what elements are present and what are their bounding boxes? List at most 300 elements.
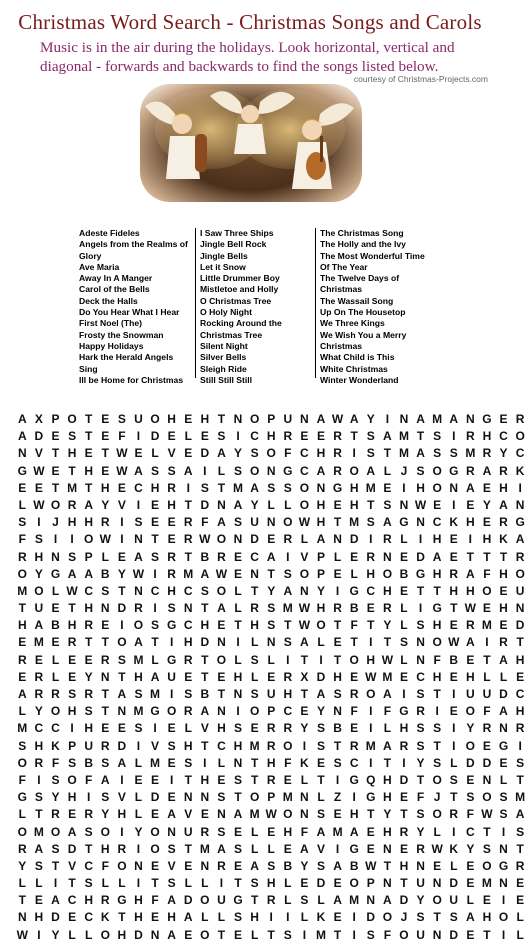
grid-letter[interactable]: R xyxy=(349,738,359,753)
grid-letter[interactable]: E xyxy=(333,566,342,581)
grid-letter[interactable]: N xyxy=(300,583,309,598)
grid-letter[interactable]: E xyxy=(366,601,375,616)
grid-letter[interactable]: I xyxy=(369,532,373,547)
grid-letter[interactable]: N xyxy=(233,755,243,770)
grid-letter[interactable]: S xyxy=(333,755,342,770)
grid-letter[interactable]: U xyxy=(134,412,143,426)
grid-letter[interactable]: E xyxy=(101,618,110,633)
grid-letter[interactable]: S xyxy=(449,446,458,461)
grid-letter[interactable]: R xyxy=(515,858,525,873)
grid-letter[interactable]: G xyxy=(399,704,409,719)
grid-letter[interactable]: S xyxy=(383,497,392,512)
grid-letter[interactable]: L xyxy=(350,566,358,581)
grid-letter[interactable]: S xyxy=(433,429,442,444)
grid-letter[interactable]: S xyxy=(416,910,425,925)
grid-letter[interactable]: Y xyxy=(101,807,110,822)
grid-letter[interactable]: I xyxy=(369,635,373,650)
grid-letter[interactable]: L xyxy=(234,601,242,616)
grid-letter[interactable]: E xyxy=(399,549,408,564)
grid-letter[interactable]: S xyxy=(516,824,525,839)
grid-letter[interactable]: I xyxy=(452,738,456,753)
grid-letter[interactable]: L xyxy=(68,927,76,942)
grid-letter[interactable]: E xyxy=(184,858,193,873)
grid-letter[interactable]: F xyxy=(51,755,60,770)
grid-letter[interactable]: A xyxy=(383,515,392,530)
grid-letter[interactable]: C xyxy=(51,721,60,736)
grid-letter[interactable]: E xyxy=(333,635,342,650)
grid-letter[interactable]: G xyxy=(17,790,27,805)
grid-letter[interactable]: A xyxy=(499,652,508,667)
grid-letter[interactable]: R xyxy=(51,807,60,822)
grid-letter[interactable]: E xyxy=(234,549,243,564)
grid-letter[interactable]: C xyxy=(349,755,359,770)
grid-letter[interactable]: D xyxy=(150,429,160,444)
grid-letter[interactable]: O xyxy=(366,687,376,701)
grid-letter[interactable]: N xyxy=(233,532,243,547)
grid-letter[interactable]: E xyxy=(482,515,491,530)
grid-letter[interactable]: Q xyxy=(366,772,376,787)
grid-letter[interactable]: A xyxy=(17,429,27,444)
grid-letter[interactable]: H xyxy=(266,876,276,891)
grid-letter[interactable]: I xyxy=(203,463,207,478)
grid-letter[interactable]: O xyxy=(432,463,442,478)
grid-letter[interactable]: L xyxy=(250,669,259,684)
grid-letter[interactable]: X xyxy=(34,412,43,426)
grid-letter[interactable]: N xyxy=(183,601,193,616)
grid-letter[interactable]: H xyxy=(515,652,525,667)
grid-letter[interactable]: S xyxy=(234,515,243,530)
grid-letter[interactable]: S xyxy=(283,927,292,942)
grid-letter[interactable]: H xyxy=(465,515,475,530)
grid-letter[interactable]: O xyxy=(166,704,177,719)
grid-letter[interactable]: A xyxy=(167,807,176,822)
grid-letter[interactable]: F xyxy=(201,515,209,530)
grid-letter[interactable]: S xyxy=(449,772,458,787)
grid-letter[interactable]: E xyxy=(151,910,160,925)
grid-letter[interactable]: A xyxy=(200,566,210,581)
grid-letter[interactable]: S xyxy=(151,549,160,564)
grid-letter[interactable]: S xyxy=(167,876,176,891)
grid-letter[interactable]: T xyxy=(333,738,342,753)
grid-letter[interactable]: H xyxy=(515,704,525,719)
grid-letter[interactable]: G xyxy=(498,738,509,753)
grid-letter[interactable]: H xyxy=(200,412,210,426)
grid-letter[interactable]: T xyxy=(184,772,192,787)
grid-letter[interactable]: Y xyxy=(34,566,43,581)
grid-letter[interactable]: O xyxy=(465,704,475,719)
grid-letter[interactable]: L xyxy=(134,755,143,770)
grid-letter[interactable]: H xyxy=(100,480,110,495)
grid-letter[interactable]: U xyxy=(449,893,459,908)
grid-letter[interactable]: L xyxy=(18,807,26,822)
grid-letter[interactable]: M xyxy=(432,412,443,426)
grid-letter[interactable]: N xyxy=(449,480,459,495)
grid-letter[interactable]: L xyxy=(151,446,159,461)
grid-letter[interactable]: H xyxy=(366,566,376,581)
grid-letter[interactable]: C xyxy=(84,858,93,873)
grid-letter[interactable]: S xyxy=(167,601,176,616)
grid-letter[interactable]: W xyxy=(116,446,128,461)
grid-letter[interactable]: A xyxy=(51,893,60,908)
grid-letter[interactable]: N xyxy=(465,412,475,426)
grid-letter[interactable]: L xyxy=(267,841,275,856)
grid-letter[interactable]: E xyxy=(101,429,110,444)
grid-letter[interactable]: A xyxy=(515,532,525,547)
grid-letter[interactable]: L xyxy=(284,876,292,891)
grid-letter[interactable]: M xyxy=(481,876,492,891)
grid-letter[interactable]: M xyxy=(133,652,144,667)
grid-letter[interactable]: A xyxy=(67,566,77,581)
grid-letter[interactable]: N xyxy=(266,515,276,530)
grid-letter[interactable]: P xyxy=(316,549,325,564)
grid-letter[interactable]: M xyxy=(17,583,28,598)
grid-letter[interactable]: R xyxy=(117,841,127,856)
grid-letter[interactable]: I xyxy=(501,893,506,908)
grid-letter[interactable]: F xyxy=(350,704,358,719)
grid-letter[interactable]: L xyxy=(284,497,292,512)
grid-letter[interactable]: K xyxy=(499,532,508,547)
grid-letter[interactable]: M xyxy=(481,618,492,633)
grid-letter[interactable]: G xyxy=(366,790,376,805)
grid-letter[interactable]: H xyxy=(499,480,508,495)
grid-letter[interactable]: I xyxy=(452,497,456,512)
grid-letter[interactable]: I xyxy=(518,738,522,753)
grid-letter[interactable]: E xyxy=(399,583,408,598)
grid-letter[interactable]: T xyxy=(367,807,375,822)
grid-letter[interactable]: O xyxy=(216,532,227,547)
grid-letter[interactable]: A xyxy=(300,635,309,650)
grid-letter[interactable]: T xyxy=(201,652,209,667)
grid-letter[interactable]: R xyxy=(515,721,525,736)
grid-letter[interactable]: P xyxy=(68,738,77,753)
grid-letter[interactable]: G xyxy=(432,601,442,616)
grid-letter[interactable]: A xyxy=(316,532,326,547)
grid-letter[interactable]: T xyxy=(234,876,242,891)
grid-letter[interactable]: G xyxy=(233,893,243,908)
grid-letter[interactable]: M xyxy=(183,566,194,581)
grid-letter[interactable]: A xyxy=(449,412,459,426)
grid-letter[interactable]: N xyxy=(432,927,442,942)
grid-letter[interactable]: R xyxy=(482,446,492,461)
grid-letter[interactable]: C xyxy=(300,446,309,461)
grid-letter[interactable]: L xyxy=(234,652,242,667)
grid-letter[interactable]: H xyxy=(283,687,293,701)
grid-letter[interactable]: I xyxy=(120,824,124,839)
grid-letter[interactable]: A xyxy=(383,429,392,444)
grid-letter[interactable]: L xyxy=(217,463,226,478)
grid-letter[interactable]: H xyxy=(84,515,93,530)
grid-letter[interactable]: F xyxy=(101,858,109,873)
grid-letter[interactable]: J xyxy=(52,515,59,530)
grid-letter[interactable]: I xyxy=(302,927,307,942)
grid-letter[interactable]: T xyxy=(184,549,192,564)
grid-letter[interactable]: Y xyxy=(101,497,110,512)
grid-letter[interactable]: M xyxy=(382,669,393,684)
grid-letter[interactable]: A xyxy=(100,772,110,787)
grid-letter[interactable]: A xyxy=(167,893,176,908)
grid-letter[interactable]: L xyxy=(18,876,26,891)
grid-letter[interactable]: I xyxy=(335,583,340,598)
grid-letter[interactable]: L xyxy=(450,755,458,770)
grid-letter[interactable]: H xyxy=(67,515,77,530)
grid-letter[interactable]: S xyxy=(366,429,375,444)
grid-letter[interactable]: T xyxy=(516,772,524,787)
grid-letter[interactable]: E xyxy=(84,446,93,461)
grid-letter[interactable]: A xyxy=(366,463,376,478)
grid-letter[interactable]: A xyxy=(67,824,77,839)
grid-letter[interactable]: N xyxy=(482,772,492,787)
grid-letter[interactable]: I xyxy=(87,790,91,805)
grid-letter[interactable]: H xyxy=(482,910,492,925)
grid-letter[interactable]: E xyxy=(482,893,491,908)
grid-letter[interactable]: E xyxy=(499,755,508,770)
grid-letter[interactable]: I xyxy=(435,704,439,719)
grid-letter[interactable]: H xyxy=(67,790,77,805)
grid-letter[interactable]: C xyxy=(432,515,442,530)
grid-letter[interactable]: I xyxy=(352,446,356,461)
grid-letter[interactable]: H xyxy=(283,824,293,839)
grid-letter[interactable]: H xyxy=(167,910,176,925)
grid-letter[interactable]: T xyxy=(483,652,491,667)
grid-letter[interactable]: A xyxy=(515,807,525,822)
grid-letter[interactable]: S xyxy=(234,910,243,925)
grid-letter[interactable]: Y xyxy=(482,497,491,512)
grid-letter[interactable]: I xyxy=(369,721,373,736)
grid-letter[interactable]: A xyxy=(316,412,326,426)
grid-letter[interactable]: Y xyxy=(416,893,425,908)
grid-letter[interactable]: L xyxy=(201,910,209,925)
grid-letter[interactable]: H xyxy=(399,858,409,873)
grid-letter[interactable]: E xyxy=(117,480,126,495)
grid-letter[interactable]: R xyxy=(283,429,293,444)
grid-letter[interactable]: E xyxy=(184,669,193,684)
grid-letter[interactable]: I xyxy=(286,549,290,564)
grid-letter[interactable]: O xyxy=(382,910,393,925)
grid-letter[interactable]: I xyxy=(352,910,356,925)
grid-letter[interactable]: T xyxy=(516,841,524,856)
grid-letter[interactable]: E xyxy=(516,669,525,684)
grid-letter[interactable]: L xyxy=(51,583,60,598)
grid-letter[interactable]: R xyxy=(499,515,508,530)
grid-letter[interactable]: Y xyxy=(366,412,375,426)
grid-letter[interactable]: R xyxy=(100,515,110,530)
grid-letter[interactable]: R xyxy=(250,601,259,616)
grid-letter[interactable]: R xyxy=(84,687,93,701)
grid-letter[interactable]: V xyxy=(167,446,176,461)
grid-letter[interactable]: N xyxy=(416,635,425,650)
grid-letter[interactable]: I xyxy=(452,721,456,736)
grid-letter[interactable]: O xyxy=(498,910,509,925)
grid-letter[interactable]: U xyxy=(515,583,525,598)
grid-letter[interactable]: I xyxy=(136,876,141,891)
grid-letter[interactable]: H xyxy=(100,841,110,856)
grid-letter[interactable]: C xyxy=(499,429,508,444)
grid-letter[interactable]: S xyxy=(68,429,77,444)
grid-letter[interactable]: I xyxy=(385,412,390,426)
grid-letter[interactable]: U xyxy=(34,601,44,616)
grid-letter[interactable]: H xyxy=(34,549,44,564)
grid-letter[interactable]: C xyxy=(300,463,309,478)
grid-letter[interactable]: S xyxy=(134,721,143,736)
grid-letter[interactable]: I xyxy=(153,566,157,581)
grid-letter[interactable]: T xyxy=(416,429,425,444)
grid-letter[interactable]: R xyxy=(465,429,475,444)
grid-letter[interactable]: W xyxy=(298,618,311,633)
grid-letter[interactable]: D xyxy=(316,876,326,891)
grid-letter[interactable]: F xyxy=(433,652,441,667)
grid-letter[interactable]: E xyxy=(350,669,359,684)
grid-letter[interactable]: T xyxy=(383,635,392,650)
grid-letter[interactable]: D xyxy=(499,687,508,701)
grid-letter[interactable]: P xyxy=(51,412,60,426)
grid-letter[interactable]: H xyxy=(349,497,359,512)
grid-letter[interactable]: K xyxy=(515,463,525,478)
grid-letter[interactable]: E xyxy=(499,412,508,426)
grid-letter[interactable]: R xyxy=(51,687,60,701)
grid-letter[interactable]: E xyxy=(117,549,126,564)
grid-letter[interactable]: S xyxy=(68,549,77,564)
grid-letter[interactable]: R xyxy=(465,463,475,478)
grid-letter[interactable]: E xyxy=(333,497,342,512)
grid-letter[interactable]: I xyxy=(120,772,124,787)
grid-letter[interactable]: T xyxy=(184,497,192,512)
grid-letter[interactable]: I xyxy=(37,515,41,530)
grid-letter[interactable]: E xyxy=(151,807,160,822)
grid-letter[interactable]: E xyxy=(18,635,27,650)
grid-letter[interactable]: U xyxy=(416,876,425,891)
grid-letter[interactable]: T xyxy=(383,858,392,873)
grid-letter[interactable]: A xyxy=(117,755,127,770)
grid-letter[interactable]: S xyxy=(184,755,193,770)
grid-letter[interactable]: V xyxy=(68,858,77,873)
grid-letter[interactable]: H xyxy=(200,772,210,787)
grid-letter[interactable]: T xyxy=(433,738,441,753)
grid-letter[interactable]: H xyxy=(482,429,492,444)
grid-letter[interactable]: T xyxy=(201,601,209,616)
grid-letter[interactable]: E xyxy=(234,824,243,839)
grid-letter[interactable]: O xyxy=(249,463,260,478)
grid-letter[interactable]: L xyxy=(499,669,508,684)
grid-letter[interactable]: O xyxy=(133,618,144,633)
grid-letter[interactable]: O xyxy=(382,566,393,581)
grid-letter[interactable]: L xyxy=(18,497,26,512)
grid-letter[interactable]: E xyxy=(366,841,375,856)
grid-letter[interactable]: G xyxy=(166,652,177,667)
grid-letter[interactable]: I xyxy=(402,480,406,495)
grid-letter[interactable]: L xyxy=(317,635,325,650)
grid-letter[interactable]: I xyxy=(418,601,423,616)
grid-letter[interactable]: A xyxy=(465,566,475,581)
grid-letter[interactable]: H xyxy=(84,463,93,478)
grid-letter[interactable]: L xyxy=(400,618,408,633)
grid-letter[interactable]: T xyxy=(483,927,491,942)
grid-letter[interactable]: E xyxy=(234,566,243,581)
grid-letter[interactable]: C xyxy=(34,721,44,736)
grid-letter[interactable]: I xyxy=(236,704,240,719)
grid-letter[interactable]: C xyxy=(515,687,525,701)
grid-letter[interactable]: T xyxy=(118,910,126,925)
grid-letter[interactable]: I xyxy=(53,876,58,891)
grid-letter[interactable]: I xyxy=(335,772,340,787)
grid-letter[interactable]: O xyxy=(432,480,442,495)
grid-letter[interactable]: W xyxy=(265,807,277,822)
grid-letter[interactable]: B xyxy=(200,687,210,701)
grid-letter[interactable]: Y xyxy=(267,583,276,598)
grid-letter[interactable]: E xyxy=(333,876,342,891)
grid-letter[interactable]: I xyxy=(485,635,489,650)
grid-letter[interactable]: S xyxy=(499,790,508,805)
grid-letter[interactable]: V xyxy=(117,497,126,512)
grid-letter[interactable]: M xyxy=(465,446,476,461)
grid-letter[interactable]: A xyxy=(482,463,492,478)
grid-letter[interactable]: W xyxy=(414,497,427,512)
grid-letter[interactable]: A xyxy=(465,910,475,925)
grid-letter[interactable]: D xyxy=(200,497,210,512)
grid-letter[interactable]: O xyxy=(67,772,77,787)
grid-letter[interactable]: T xyxy=(483,824,491,839)
grid-letter[interactable]: N xyxy=(333,704,342,719)
grid-letter[interactable]: S xyxy=(283,635,292,650)
grid-letter[interactable]: T xyxy=(68,876,76,891)
grid-letter[interactable]: A xyxy=(183,910,193,925)
grid-letter[interactable]: T xyxy=(68,601,76,616)
grid-letter[interactable]: I xyxy=(369,704,373,719)
grid-letter[interactable]: Y xyxy=(51,790,60,805)
grid-letter[interactable]: T xyxy=(217,687,226,701)
grid-letter[interactable]: A xyxy=(217,841,226,856)
grid-letter[interactable]: O xyxy=(200,927,210,942)
grid-letter[interactable]: H xyxy=(167,583,176,598)
grid-letter[interactable]: M xyxy=(349,893,360,908)
grid-letter[interactable]: L xyxy=(516,910,524,925)
grid-letter[interactable]: H xyxy=(316,446,326,461)
grid-letter[interactable]: N xyxy=(383,876,392,891)
grid-letter[interactable]: M xyxy=(33,824,44,839)
grid-letter[interactable]: E xyxy=(466,858,475,873)
grid-letter[interactable]: I xyxy=(518,480,522,495)
grid-letter[interactable]: N xyxy=(515,497,525,512)
grid-letter[interactable]: E xyxy=(516,893,525,908)
grid-letter[interactable]: Y xyxy=(316,704,325,719)
grid-letter[interactable]: Y xyxy=(466,721,475,736)
grid-letter[interactable]: R xyxy=(100,738,110,753)
grid-letter[interactable]: S xyxy=(151,463,160,478)
grid-letter[interactable]: I xyxy=(37,927,41,942)
grid-letter[interactable]: E xyxy=(316,755,325,770)
grid-letter[interactable]: R xyxy=(499,463,508,478)
grid-letter[interactable]: S xyxy=(217,790,226,805)
grid-letter[interactable]: E xyxy=(466,876,475,891)
grid-letter[interactable]: A xyxy=(283,583,293,598)
grid-letter[interactable]: M xyxy=(282,790,293,805)
grid-letter[interactable]: T xyxy=(367,618,375,633)
grid-letter[interactable]: E xyxy=(217,618,226,633)
grid-letter[interactable]: S xyxy=(34,858,43,873)
grid-letter[interactable]: R xyxy=(399,738,409,753)
grid-letter[interactable]: O xyxy=(200,893,210,908)
grid-letter[interactable]: A xyxy=(316,824,326,839)
grid-letter[interactable]: P xyxy=(316,566,325,581)
grid-letter[interactable]: A xyxy=(266,549,276,564)
grid-letter[interactable]: F xyxy=(416,790,425,805)
grid-letter[interactable]: I xyxy=(219,876,224,891)
grid-letter[interactable]: G xyxy=(349,772,359,787)
grid-letter[interactable]: R xyxy=(134,601,143,616)
grid-letter[interactable]: N xyxy=(217,704,226,719)
grid-letter[interactable]: L xyxy=(267,652,275,667)
grid-letter[interactable]: H xyxy=(250,910,259,925)
grid-letter[interactable]: O xyxy=(150,841,160,856)
